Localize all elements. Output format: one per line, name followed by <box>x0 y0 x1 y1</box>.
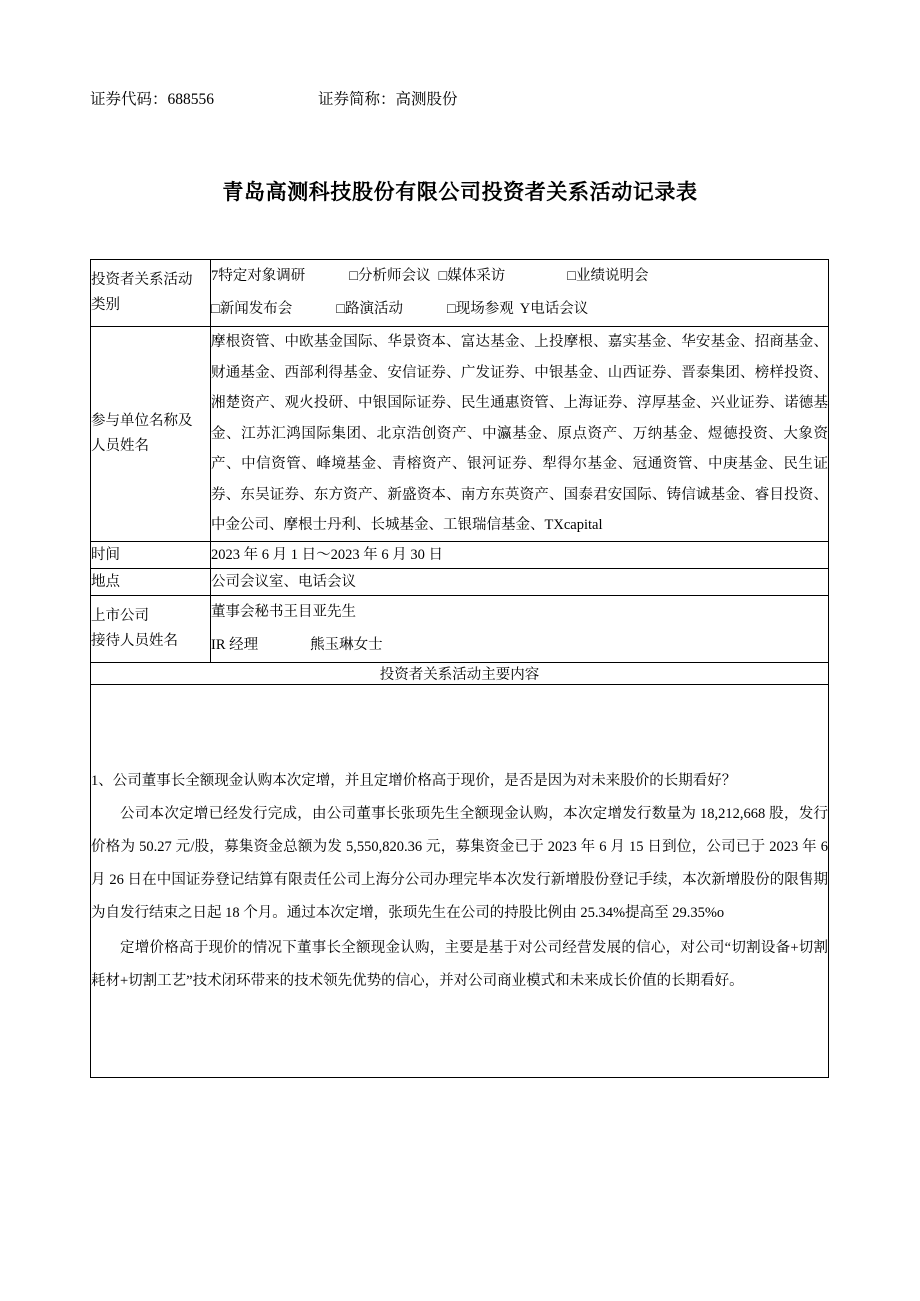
security-name-label: 证券简称： <box>318 91 396 108</box>
activity-type-label-line2: 类别 <box>91 297 120 313</box>
checkbox-marker-press-conference[interactable]: □ <box>211 301 220 317</box>
investor-relations-table <box>90 259 829 1078</box>
table-row-activity-type <box>91 260 829 327</box>
activity-type-label-cell <box>91 260 211 327</box>
checkbox-label-specific-research[interactable]: 特定对象调研 <box>218 268 306 284</box>
checkbox-marker-site-visit[interactable]: □ <box>447 301 456 317</box>
checkbox-label-site-visit[interactable]: 现场参观 <box>455 301 514 317</box>
document-header-line <box>90 88 830 112</box>
checkbox-marker-media-interview[interactable]: □ <box>438 268 448 284</box>
location-value-cell: 公司会议室、电话会议 <box>211 568 829 595</box>
checkbox-label-media-interview[interactable]: 媒体采访 <box>447 268 506 284</box>
checkbox-marker-analyst-meeting[interactable]: □ <box>349 268 359 284</box>
table-row-time <box>91 541 829 568</box>
activity-type-label-line1: 投资者关系活动 <box>91 272 193 288</box>
table-row-host <box>91 595 829 662</box>
table-row-content-body <box>91 684 829 1077</box>
host-value-cell <box>211 595 829 662</box>
checkbox-marker-earnings-briefing[interactable]: □ <box>567 268 577 284</box>
participants-value-cell: 摩根资管、中欧基金国际、华景资本、富达基金、上投摩根、嘉实基金、华安基金、招商基金、财通基金、西部利得基金、安信证券、广发证券、中银基金、山西证券、晋泰集团、榜样投资、湘楚资产、观火投研、中银国际证券、民生通惠资管、上海证券、淳厚基金、兴业证券、诺德基金、江苏汇鸿国际集团、北京浩创资产、中瀛基金、原点资产、万纳基金、煜德投资、大象资产、中信资管、峰境基金、青榕资产、银河证券、犁得尔基金、冠通资管、中庚基金、民生证券、东吴证券、东方资产、新盛资本、南方东英资产、国泰君安国际、铸信诚基金、睿目投资、中金公司、摩根士丹利、长城基金、工银瑞信基金、TXcapital <box>211 327 829 542</box>
host-label-line1: 上市公司 <box>91 607 149 624</box>
participants-label-line2: 人员姓名 <box>91 437 149 454</box>
security-name-group <box>318 88 458 112</box>
participants-label-line1: 参与单位名称及 <box>91 412 193 429</box>
checkbox-label-earnings-briefing[interactable]: 业绩说明会 <box>576 268 649 284</box>
qa-question: 1、公司董事长全额现金认购本次定增，并且定增价格高于现价，是否是因为对未来股价的长期看好？ <box>91 772 737 789</box>
host-label-cell <box>91 595 211 662</box>
checkbox-marker-specific-research[interactable]: 7 <box>211 268 219 284</box>
table-row-content-section-header <box>91 662 829 684</box>
security-code-group <box>90 88 214 112</box>
time-value-cell: 2023 年 6 月 1 日～2023 年 6 月 30 日 <box>211 541 829 568</box>
participants-label-cell <box>91 327 211 542</box>
checkbox-marker-roadshow[interactable]: □ <box>336 301 346 317</box>
qa-content-cell <box>91 684 829 1077</box>
checkbox-marker-conference-call[interactable]: Y <box>519 301 531 317</box>
security-name-value: 高测股份 <box>395 91 458 108</box>
host-ir-role: IR 经理 <box>211 636 259 653</box>
activity-type-options-row-1 <box>211 260 828 293</box>
host-label-line2: 接待人员姓名 <box>91 632 178 649</box>
activity-type-options-cell <box>211 260 829 327</box>
checkbox-label-analyst-meeting[interactable]: 分析师会议 <box>358 268 431 284</box>
table-row-location <box>91 568 829 595</box>
host-ir-line <box>211 629 828 662</box>
page-title: 青岛高测科技股份有限公司投资者关系活动记录表 <box>222 181 698 204</box>
checkbox-label-conference-call[interactable]: 电话会议 <box>530 301 589 317</box>
activity-type-options-row-2 <box>211 293 828 326</box>
checkbox-label-press-conference[interactable]: 新闻发布会 <box>219 301 293 317</box>
security-code-value: 688556 <box>167 91 215 108</box>
security-code-label: 证券代码： <box>90 91 168 108</box>
content-section-title: 投资者关系活动主要内容 <box>91 662 829 684</box>
table-row-participants <box>91 327 829 542</box>
qa-answer-paragraph-2: 定增价格高于现价的情况下董事长全额现金认购，主要是基于对公司经营发展的信心，对公司“切割设备+切割耗材+切割工艺”技术闭环带来的技术领先优势的信心，并对公司商业模式和未来成长价值的长期看好。 <box>91 939 828 989</box>
checkbox-label-roadshow[interactable]: 路演活动 <box>345 301 404 317</box>
qa-answer-paragraph-1: 公司本次定增已经发行完成，由公司董事长张顼先生全额现金认购，本次定增发行数量为 18,212,668 股，发行价格为 50.27 元/股，募集资金总额为发 5,550,820.36 元，募集资金已于 2023 年 6 月 15 日到位，公司已于 2023 年 6 月 26 日在中国证券登记结算有限责任公司上海分公司办理完毕本次发行新增股份登记手续，本次新增股份的限售期为自发行结束之日起 18 个月。通过本次定增，张顼先生在公司的持股比例由 25.34%提高至 29.35%o <box>91 805 828 921</box>
host-secretary-line: 董事会秘书王目亚先生 <box>211 603 356 620</box>
location-label-cell: 地点 <box>91 568 211 595</box>
host-ir-name: 熊玉琳女士 <box>310 636 383 653</box>
time-label-cell: 时间 <box>91 541 211 568</box>
